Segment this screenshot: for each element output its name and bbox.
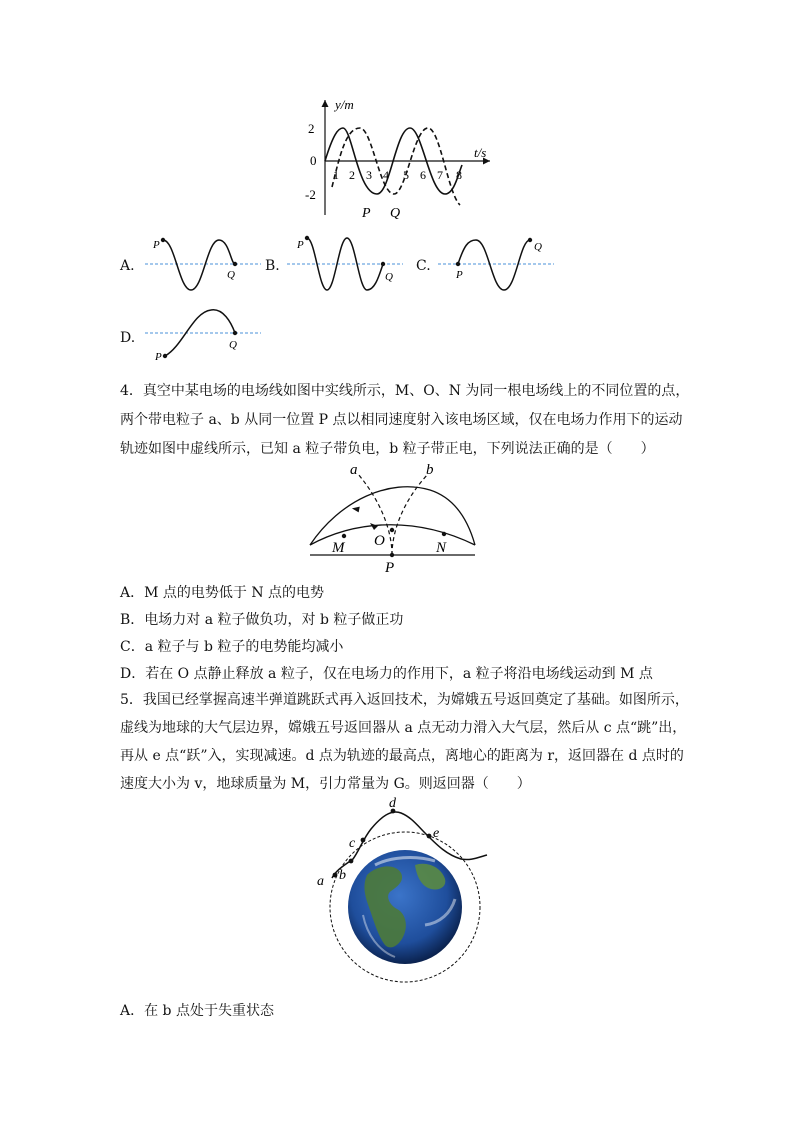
label-b: b	[339, 868, 346, 883]
option-b-figure	[285, 232, 405, 297]
q4-line-3: 轨迹如图中虚线所示，已知 a 粒子带负电，b 粒子带正电，下列说法正确的是（ ）	[120, 441, 655, 457]
label-a: a	[350, 462, 358, 478]
q5-line-2: 虚线为地球的大气层边界，嫦娥五号返回器从 a 点无动力滑入大气层，然后从 c 点“跳”出，	[120, 720, 687, 736]
p-label: P	[155, 351, 162, 363]
t-tick: 1	[333, 168, 339, 182]
option-d-label: D.	[120, 330, 136, 346]
label-d: d	[389, 796, 396, 811]
q-label: Q	[229, 339, 237, 351]
label-e: e	[433, 826, 440, 841]
earth-image	[348, 850, 462, 964]
electric-field-figure	[300, 460, 490, 580]
t-axis-label: t/s	[474, 145, 487, 160]
t-tick: 5	[403, 168, 409, 182]
label-m: M	[332, 540, 345, 556]
q4-option-d: D．若在 O 点静止释放 a 粒子，仅在电场力的作用下，a 粒子将沿电场线运动到 M 点	[120, 666, 653, 682]
y-axis-label: y/m	[335, 97, 354, 112]
p-label: P	[297, 239, 304, 251]
y-tick-0: 0	[310, 153, 317, 168]
t-tick: 8	[456, 168, 462, 182]
q5-line-3: 再从 e 点“跃”入，实现减速。d 点为轨迹的最高点，离地心的距离为 r，返回器在 d 点时的	[120, 748, 684, 764]
q5-line-1: 5．我国已经掌握高速半弹道跳跃式再入返回技术，为嫦娥五号返回奠定了基础。如图所示，	[120, 692, 689, 708]
y-tick-neg2: -2	[305, 187, 316, 202]
q-label: Q	[534, 241, 542, 253]
q4-option-b: B．电场力对 a 粒子做负功，对 b 粒子做正功	[120, 612, 404, 628]
curve-q-label: Q	[390, 206, 401, 221]
option-b-label: B.	[265, 258, 280, 274]
q-label: Q	[385, 271, 393, 283]
t-tick: 4	[383, 168, 389, 182]
y-tick-2: 2	[308, 121, 315, 136]
label-c: c	[349, 836, 356, 851]
option-c-label: C.	[416, 258, 431, 274]
wave-graph	[290, 95, 510, 230]
t-tick: 7	[437, 168, 443, 182]
t-tick: 6	[420, 168, 426, 182]
curve-p-label: P	[362, 206, 371, 221]
q5-option-a: A．在 b 点处于失重状态	[120, 1003, 274, 1019]
q4-line-1: 4．真空中某电场的电场线如图中实线所示，M、O、N 为同一根电场线上的不同位置的点，	[120, 383, 690, 399]
t-tick: 3	[366, 168, 372, 182]
q4-option-a: A．M 点的电势低于 N 点的电势	[120, 585, 325, 601]
label-o: O	[374, 533, 385, 549]
q4-option-c: C．a 粒子与 b 粒子的电势能均减小	[120, 639, 344, 655]
p-label: P	[456, 269, 463, 281]
q5-line-4: 速度大小为 v，地球质量为 M，引力常量为 G。则返回器（ ）	[120, 776, 531, 792]
label-a: a	[317, 874, 324, 889]
option-d-figure	[143, 300, 273, 365]
option-a-figure	[143, 232, 263, 297]
option-a-label: A.	[120, 258, 135, 274]
curve-q	[332, 128, 460, 205]
label-p: P	[385, 560, 395, 576]
option-c-figure	[436, 232, 556, 297]
t-tick: 2	[349, 168, 355, 182]
q4-line-2: 两个带电粒子 a、b 从同一位置 P 点以相同速度射入该电场区域，仅在电场力作用下的运动	[120, 412, 683, 428]
label-b: b	[426, 462, 434, 478]
q-label: Q	[227, 269, 235, 281]
label-n: N	[436, 540, 447, 556]
p-label: P	[153, 239, 160, 251]
reentry-figure	[305, 795, 495, 990]
